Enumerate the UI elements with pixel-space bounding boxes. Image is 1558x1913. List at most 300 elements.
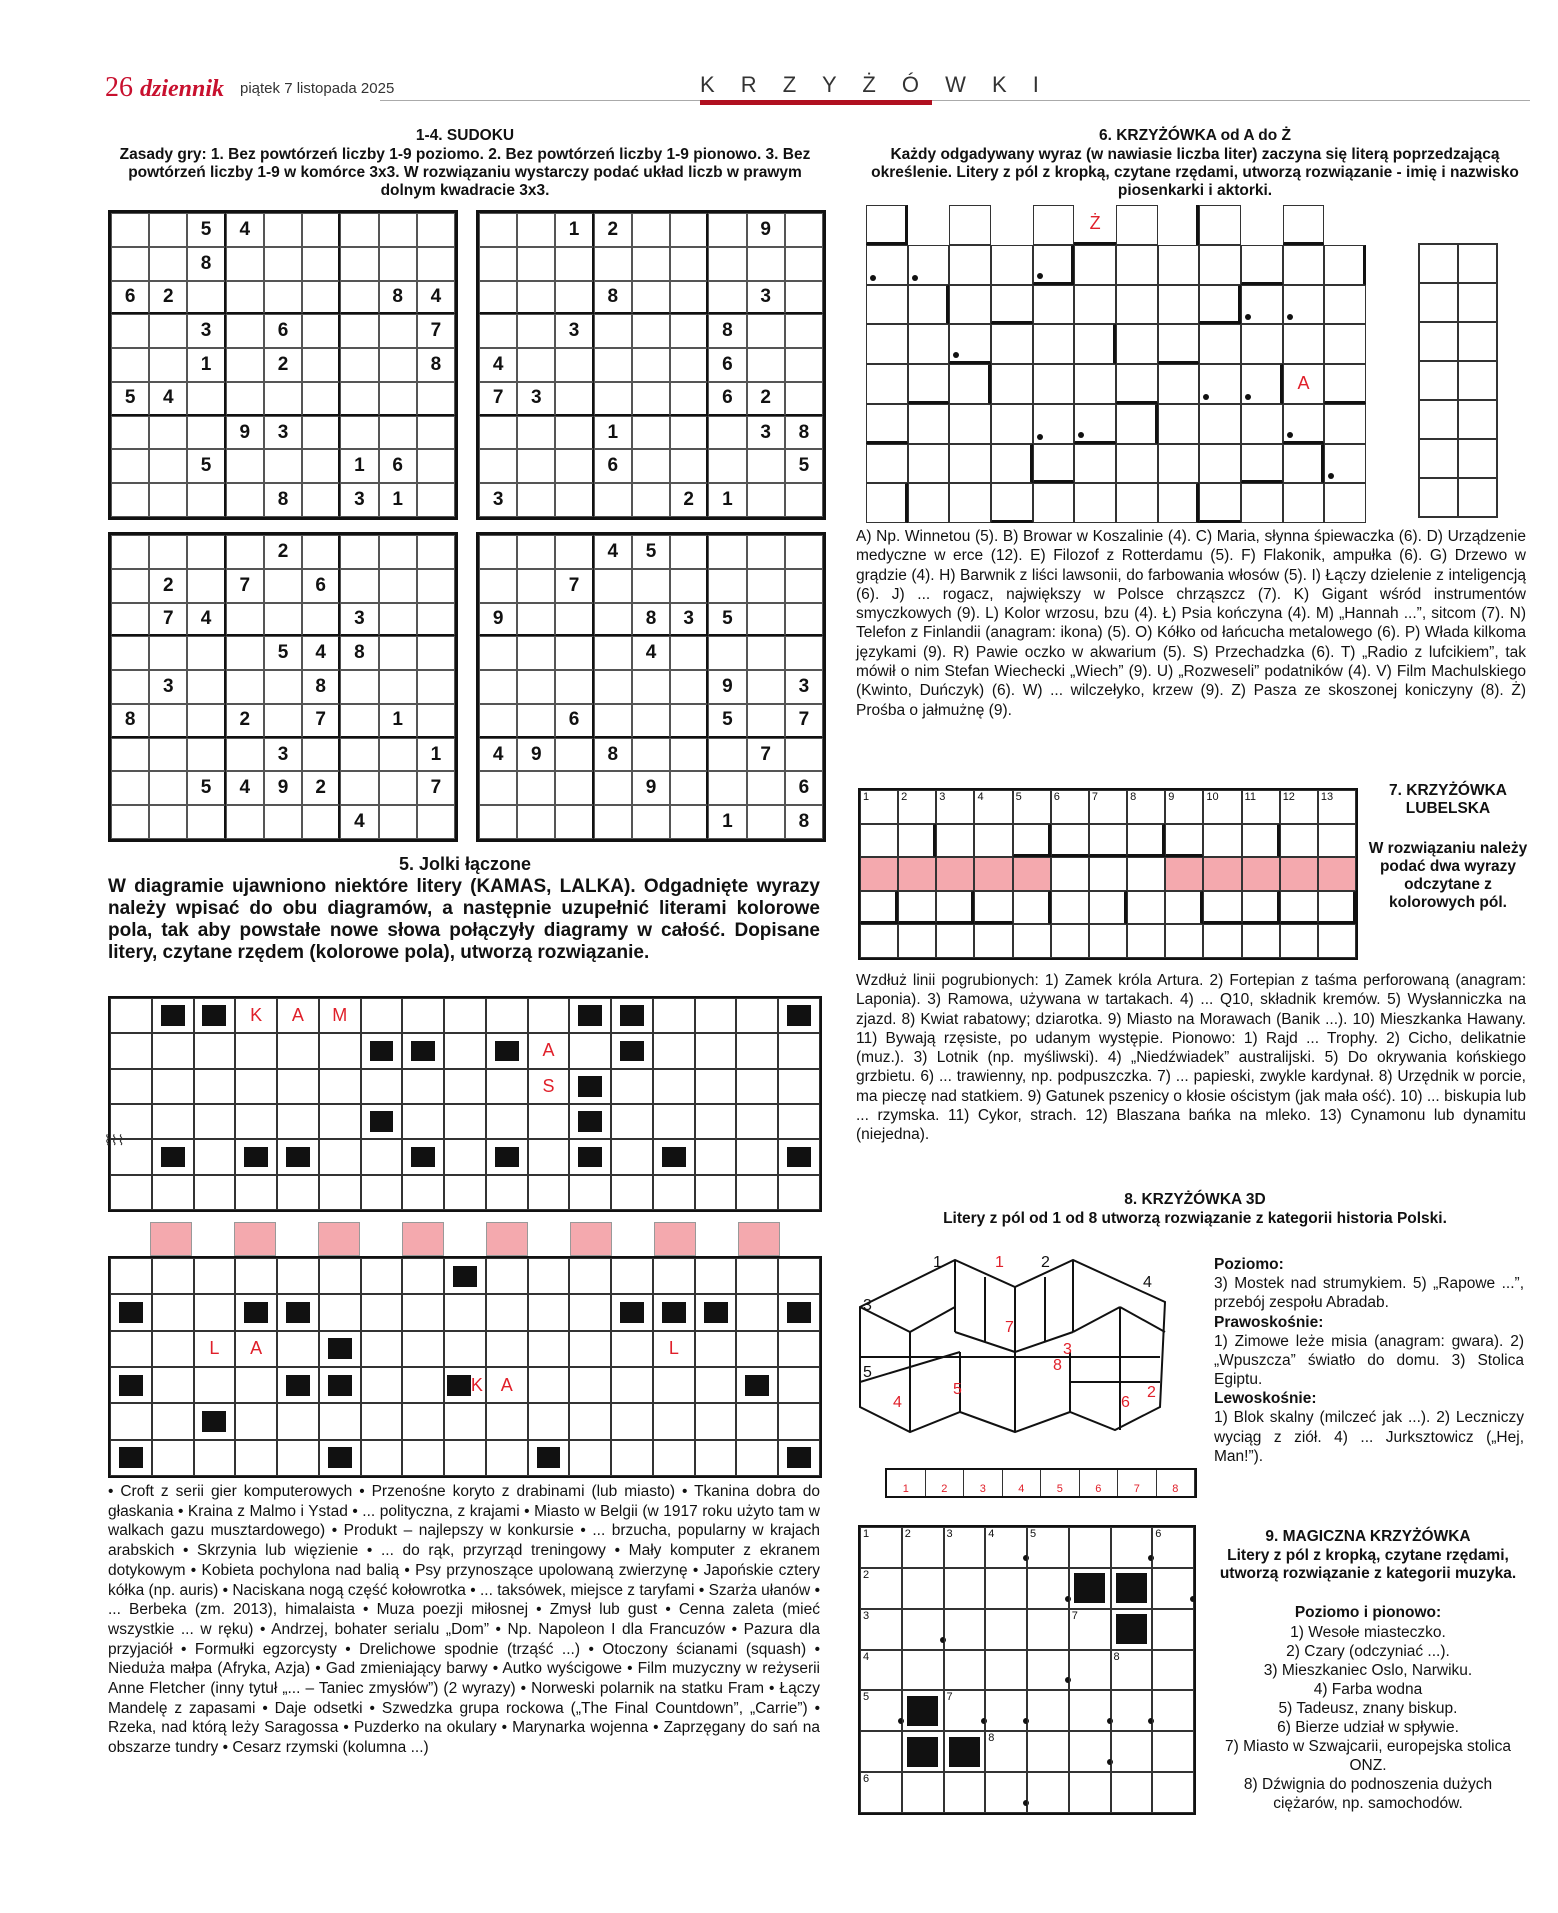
jolki-cell[interactable] (235, 1440, 277, 1476)
sudoku-cell[interactable]: 8 (302, 670, 340, 704)
sudoku-cell[interactable] (340, 247, 378, 281)
lubelska-cell[interactable] (1165, 891, 1203, 925)
sudoku-cell[interactable] (670, 535, 708, 569)
sudoku-cell[interactable] (340, 771, 378, 805)
lubelska-cell[interactable] (898, 891, 936, 925)
jolki-cell[interactable] (653, 1403, 695, 1439)
az-cell[interactable] (1324, 285, 1366, 325)
sudoku-cell[interactable]: 4 (226, 771, 264, 805)
jolki-cell[interactable] (277, 1069, 319, 1104)
sudoku-cell[interactable] (379, 771, 417, 805)
az-cell[interactable] (908, 483, 950, 523)
sudoku-cell[interactable] (111, 314, 149, 348)
sudoku-cell[interactable]: 7 (785, 704, 823, 738)
sudoku-cell[interactable] (747, 670, 785, 704)
sudoku-cell[interactable] (555, 247, 593, 281)
jolki-cell[interactable] (528, 1294, 570, 1330)
sudoku-cell[interactable] (302, 314, 340, 348)
az-cell[interactable] (1116, 444, 1158, 484)
jolki-cell[interactable] (194, 1367, 236, 1403)
az-cell[interactable] (1324, 205, 1366, 245)
sudoku-cell[interactable]: 2 (264, 348, 302, 382)
lubelska-cell[interactable] (1089, 891, 1127, 925)
jolki-cell[interactable] (528, 1331, 570, 1367)
lubelska-cell[interactable] (1318, 924, 1356, 958)
jolki-cell[interactable] (194, 1258, 236, 1294)
az-cell[interactable] (1074, 364, 1116, 404)
lubelska-cell[interactable] (860, 857, 898, 891)
sudoku-cell[interactable] (340, 535, 378, 569)
lubelska-cell[interactable] (1051, 924, 1089, 958)
jolki-cell[interactable] (695, 1258, 737, 1294)
sudoku-cell[interactable]: 9 (632, 771, 670, 805)
sudoku-cell[interactable] (149, 738, 187, 772)
sudoku-cell[interactable] (417, 382, 455, 416)
lubelska-cell[interactable] (936, 824, 974, 858)
az-cell[interactable] (1241, 205, 1283, 245)
az-cell[interactable] (1116, 205, 1158, 245)
az-cell[interactable] (1241, 364, 1283, 404)
magic-cell[interactable] (944, 1650, 986, 1691)
k3d-answer-cell[interactable] (887, 1470, 926, 1496)
jolki-cell[interactable] (152, 1175, 194, 1210)
sudoku-cell[interactable] (670, 771, 708, 805)
sudoku-cell[interactable] (187, 636, 225, 670)
jolki-cell[interactable] (319, 1331, 361, 1367)
sudoku-cell[interactable]: 7 (555, 569, 593, 603)
sudoku-cell[interactable]: 3 (785, 670, 823, 704)
az-cell[interactable] (908, 245, 950, 285)
jolki-cell[interactable] (611, 1104, 653, 1139)
sudoku-cell[interactable]: 9 (747, 213, 785, 247)
jolki-cell[interactable] (569, 1331, 611, 1367)
sudoku-cell[interactable] (379, 213, 417, 247)
jolki-connector-cell[interactable] (234, 1222, 276, 1256)
magic-cell[interactable] (1152, 1731, 1194, 1772)
jolki-cell[interactable] (778, 1139, 820, 1174)
sudoku-cell[interactable]: 9 (479, 603, 517, 637)
az-cell[interactable] (1074, 245, 1116, 285)
jolki-cell[interactable] (235, 1139, 277, 1174)
sudoku-cell[interactable] (379, 314, 417, 348)
lubelska-cell[interactable] (1013, 790, 1051, 824)
sudoku-cell[interactable]: 2 (747, 382, 785, 416)
magic-cell[interactable] (1027, 1772, 1069, 1813)
sudoku-cell[interactable] (708, 449, 746, 483)
jolki-cell[interactable] (778, 1331, 820, 1367)
sudoku-cell[interactable] (517, 535, 555, 569)
jolki-cell[interactable] (444, 1069, 486, 1104)
jolki-cell[interactable] (402, 998, 444, 1033)
jolki-cell[interactable] (194, 1403, 236, 1439)
sudoku-cell[interactable]: 1 (555, 213, 593, 247)
jolki-cell[interactable] (319, 1440, 361, 1476)
jolki-cell[interactable] (653, 1104, 695, 1139)
sudoku-cell[interactable] (594, 704, 632, 738)
az-cell[interactable] (1033, 205, 1075, 245)
lubelska-cell[interactable] (1280, 857, 1318, 891)
k3d-answer-cell[interactable] (1080, 1470, 1119, 1496)
sudoku-cell[interactable] (149, 636, 187, 670)
sudoku-cell[interactable] (149, 535, 187, 569)
jolki-cell[interactable] (736, 1033, 778, 1068)
jolki-cell[interactable] (569, 1069, 611, 1104)
jolki-cell[interactable] (611, 1069, 653, 1104)
sudoku-cell[interactable] (340, 314, 378, 348)
jolki-cell[interactable] (235, 1104, 277, 1139)
jolki-cell[interactable] (361, 1104, 403, 1139)
lubelska-cell[interactable] (1318, 790, 1356, 824)
sudoku-cell[interactable]: 1 (708, 483, 746, 517)
lubelska-cell[interactable] (1280, 824, 1318, 858)
az-cell[interactable] (1199, 324, 1241, 364)
sudoku-cell[interactable]: 6 (111, 281, 149, 315)
lubelska-cell[interactable] (974, 857, 1012, 891)
magic-cell[interactable] (902, 1731, 944, 1772)
sudoku-cell[interactable]: 4 (632, 636, 670, 670)
az-cell[interactable] (1199, 245, 1241, 285)
sudoku-cell[interactable] (747, 348, 785, 382)
jolki-cell[interactable] (110, 1033, 152, 1068)
sudoku-cell[interactable] (111, 771, 149, 805)
sudoku-cell[interactable]: 3 (517, 382, 555, 416)
sudoku-cell[interactable]: 1 (340, 449, 378, 483)
az-cell[interactable] (991, 205, 1033, 245)
jolki-cell[interactable] (611, 1175, 653, 1210)
sudoku-cell[interactable] (479, 805, 517, 839)
sudoku-cell[interactable]: 7 (302, 704, 340, 738)
sudoku-cell[interactable] (785, 382, 823, 416)
magic-cell[interactable] (1027, 1731, 1069, 1772)
sudoku-cell[interactable]: 3 (747, 416, 785, 450)
jolki-connector-cell[interactable] (528, 1222, 570, 1256)
magic-cell[interactable] (1111, 1527, 1153, 1568)
az-cell[interactable] (866, 483, 908, 523)
magic-cell[interactable] (985, 1527, 1027, 1568)
sudoku-cell[interactable] (149, 805, 187, 839)
jolki-cell[interactable] (695, 1403, 737, 1439)
sudoku-cell[interactable] (747, 805, 785, 839)
sudoku-cell[interactable] (594, 636, 632, 670)
sudoku-cell[interactable]: 9 (517, 738, 555, 772)
jolki-cell[interactable] (235, 1367, 277, 1403)
sudoku-cell[interactable]: 7 (417, 314, 455, 348)
sudoku-cell[interactable] (149, 483, 187, 517)
jolki-cell[interactable] (695, 1175, 737, 1210)
az-cell[interactable] (949, 364, 991, 404)
az-cell[interactable] (1074, 285, 1116, 325)
jolki-connector-cell[interactable] (654, 1222, 696, 1256)
jolki-cell[interactable] (110, 1440, 152, 1476)
sudoku-cell[interactable] (302, 603, 340, 637)
az-cell[interactable] (1241, 285, 1283, 325)
jolki-cell[interactable] (361, 1139, 403, 1174)
sudoku-cell[interactable] (555, 636, 593, 670)
sudoku-cell[interactable]: 6 (785, 771, 823, 805)
jolki-cell[interactable] (653, 1294, 695, 1330)
jolki-cell[interactable] (528, 1139, 570, 1174)
sudoku-cell[interactable] (632, 704, 670, 738)
jolki-cell[interactable] (736, 1139, 778, 1174)
jolki-cell[interactable] (528, 1175, 570, 1210)
jolki-cell[interactable] (319, 1139, 361, 1174)
lubelska-cell[interactable] (1165, 790, 1203, 824)
jolki-cell[interactable] (528, 998, 570, 1033)
az-side-cell[interactable] (1419, 244, 1458, 283)
jolki-cell[interactable] (402, 1104, 444, 1139)
lubelska-cell[interactable] (1203, 924, 1241, 958)
sudoku-cell[interactable]: 5 (187, 213, 225, 247)
jolki-cell[interactable] (361, 998, 403, 1033)
lubelska-cell[interactable] (1165, 924, 1203, 958)
sudoku-cell[interactable] (340, 738, 378, 772)
sudoku-cell[interactable] (226, 670, 264, 704)
lubelska-cell[interactable] (1089, 924, 1127, 958)
az-cell[interactable] (1158, 285, 1200, 325)
az-cell[interactable] (949, 404, 991, 444)
magic-cell[interactable] (1069, 1568, 1111, 1609)
jolki-cell[interactable] (569, 1175, 611, 1210)
sudoku-cell[interactable] (555, 348, 593, 382)
sudoku-cell[interactable] (708, 738, 746, 772)
az-side-cell[interactable] (1419, 322, 1458, 361)
jolki-connector-cell[interactable] (486, 1222, 528, 1256)
magic-cell[interactable] (1027, 1690, 1069, 1731)
sudoku-cell[interactable] (785, 247, 823, 281)
jolki-cell[interactable] (110, 1258, 152, 1294)
sudoku-cell[interactable]: 6 (379, 449, 417, 483)
sudoku-cell[interactable] (555, 281, 593, 315)
jolki-cell[interactable] (444, 1104, 486, 1139)
jolki-cell[interactable] (319, 1258, 361, 1294)
sudoku-cell[interactable] (747, 535, 785, 569)
az-cell[interactable] (949, 245, 991, 285)
sudoku-cell[interactable] (594, 805, 632, 839)
az-side-cell[interactable] (1458, 283, 1497, 322)
k3d-answer-cell[interactable] (1157, 1470, 1196, 1496)
sudoku-cell[interactable] (670, 213, 708, 247)
sudoku-cell[interactable]: 2 (670, 483, 708, 517)
jolki-cell[interactable] (110, 1403, 152, 1439)
sudoku-cell[interactable]: 9 (264, 771, 302, 805)
sudoku-cell[interactable] (632, 483, 670, 517)
az-cell[interactable] (1241, 324, 1283, 364)
sudoku-cell[interactable] (708, 416, 746, 450)
sudoku-cell[interactable]: 6 (708, 348, 746, 382)
sudoku-cell[interactable] (111, 449, 149, 483)
sudoku-cell[interactable] (379, 805, 417, 839)
jolki-cell[interactable] (736, 1069, 778, 1104)
az-cell[interactable] (1324, 444, 1366, 484)
az-cell[interactable] (1283, 364, 1325, 404)
jolki-cell[interactable] (277, 1033, 319, 1068)
jolki-cell[interactable] (778, 1403, 820, 1439)
sudoku-cell[interactable]: 3 (747, 281, 785, 315)
az-cell[interactable] (949, 324, 991, 364)
k3d-answer-cell[interactable] (926, 1470, 965, 1496)
jolki-cell[interactable] (235, 998, 277, 1033)
sudoku-cell[interactable] (187, 281, 225, 315)
sudoku-cell[interactable]: 6 (594, 449, 632, 483)
lubelska-cell[interactable] (936, 790, 974, 824)
sudoku-cell[interactable] (747, 569, 785, 603)
magic-cell[interactable] (860, 1690, 902, 1731)
sudoku-cell[interactable] (670, 636, 708, 670)
magic-cell[interactable] (860, 1650, 902, 1691)
jolki-cell[interactable] (235, 1258, 277, 1294)
jolki-cell[interactable] (486, 1331, 528, 1367)
az-cell[interactable] (1324, 245, 1366, 285)
sudoku-cell[interactable] (340, 569, 378, 603)
jolki-cell[interactable] (486, 998, 528, 1033)
jolki-cell[interactable] (110, 1175, 152, 1210)
magic-cell[interactable] (1069, 1772, 1111, 1813)
magic-cell[interactable] (944, 1609, 986, 1650)
sudoku-cell[interactable] (670, 449, 708, 483)
sudoku-cell[interactable] (517, 213, 555, 247)
sudoku-cell[interactable] (264, 213, 302, 247)
sudoku-cell[interactable] (632, 738, 670, 772)
az-cell[interactable] (1158, 324, 1200, 364)
sudoku-cell[interactable] (479, 771, 517, 805)
magic-cell[interactable] (860, 1568, 902, 1609)
jolki-cell[interactable] (277, 1294, 319, 1330)
sudoku-cell[interactable] (747, 483, 785, 517)
sudoku-cell[interactable] (594, 314, 632, 348)
lubelska-cell[interactable] (1127, 824, 1165, 858)
jolki-cell[interactable] (152, 1104, 194, 1139)
lubelska-cell[interactable] (1013, 924, 1051, 958)
az-cell[interactable] (1283, 444, 1325, 484)
jolki-cell[interactable] (486, 1033, 528, 1068)
jolki-cell[interactable] (736, 1175, 778, 1210)
sudoku-cell[interactable]: 4 (340, 805, 378, 839)
sudoku-cell[interactable] (111, 670, 149, 704)
sudoku-cell[interactable] (149, 247, 187, 281)
sudoku-cell[interactable] (670, 805, 708, 839)
sudoku-cell[interactable] (555, 535, 593, 569)
sudoku-cell[interactable] (747, 771, 785, 805)
lubelska-cell[interactable] (936, 924, 974, 958)
sudoku-cell[interactable] (555, 382, 593, 416)
sudoku-cell[interactable] (340, 281, 378, 315)
az-cell[interactable] (866, 245, 908, 285)
sudoku-cell[interactable] (149, 704, 187, 738)
lubelska-cell[interactable] (1089, 824, 1127, 858)
sudoku-cell[interactable] (111, 247, 149, 281)
jolki-cell[interactable] (194, 998, 236, 1033)
sudoku-cell[interactable] (302, 449, 340, 483)
jolki-cell[interactable] (194, 1069, 236, 1104)
jolki-cell[interactable] (277, 1258, 319, 1294)
az-cell[interactable] (991, 483, 1033, 523)
sudoku-cell[interactable] (785, 314, 823, 348)
sudoku-cell[interactable] (517, 636, 555, 670)
az-side-cell[interactable] (1458, 322, 1497, 361)
az-side-cell[interactable] (1419, 439, 1458, 478)
sudoku-cell[interactable] (785, 603, 823, 637)
jolki-cell[interactable] (736, 1367, 778, 1403)
jolki-cell[interactable] (319, 1069, 361, 1104)
sudoku-cell[interactable]: 3 (149, 670, 187, 704)
magic-cell[interactable] (1069, 1650, 1111, 1691)
jolki-cell[interactable] (361, 1258, 403, 1294)
magic-cell[interactable] (1069, 1527, 1111, 1568)
jolki-cell[interactable] (736, 1440, 778, 1476)
sudoku-cell[interactable] (555, 738, 593, 772)
jolki-cell[interactable] (277, 1175, 319, 1210)
k3d-answer-cell[interactable] (1041, 1470, 1080, 1496)
jolki-cell[interactable] (361, 1331, 403, 1367)
sudoku-cell[interactable] (417, 247, 455, 281)
jolki-cell[interactable] (277, 998, 319, 1033)
sudoku-cell[interactable] (340, 704, 378, 738)
sudoku-cell[interactable] (785, 281, 823, 315)
sudoku-cell[interactable]: 1 (708, 805, 746, 839)
jolki-cell[interactable] (778, 1440, 820, 1476)
az-cell[interactable] (991, 245, 1033, 285)
magic-cell[interactable] (985, 1568, 1027, 1609)
magic-cell[interactable] (1152, 1609, 1194, 1650)
lubelska-cell[interactable] (1051, 824, 1089, 858)
sudoku-cell[interactable]: 5 (264, 636, 302, 670)
sudoku-cell[interactable]: 4 (187, 603, 225, 637)
jolki-connector-cell[interactable] (780, 1222, 822, 1256)
jolki-cell[interactable] (235, 1294, 277, 1330)
lubelska-cell[interactable] (1242, 924, 1280, 958)
sudoku-cell[interactable]: 5 (632, 535, 670, 569)
magic-cell[interactable] (1027, 1527, 1069, 1568)
az-cell[interactable] (1074, 205, 1116, 245)
sudoku-cell[interactable] (111, 805, 149, 839)
sudoku-cell[interactable] (517, 314, 555, 348)
sudoku-cell[interactable] (479, 636, 517, 670)
sudoku-cell[interactable] (517, 281, 555, 315)
magic-cell[interactable] (902, 1568, 944, 1609)
magic-cell[interactable] (1111, 1650, 1153, 1691)
sudoku-cell[interactable] (187, 569, 225, 603)
az-cell[interactable] (1158, 444, 1200, 484)
magic-cell[interactable] (1111, 1609, 1153, 1650)
jolki-cell[interactable] (319, 1104, 361, 1139)
sudoku-cell[interactable] (226, 636, 264, 670)
sudoku-cell[interactable] (708, 636, 746, 670)
jolki-cell[interactable] (402, 1367, 444, 1403)
magic-cell[interactable] (1111, 1731, 1153, 1772)
jolki-cell[interactable] (528, 1367, 570, 1403)
jolki-cell[interactable] (194, 1104, 236, 1139)
sudoku-cell[interactable] (785, 569, 823, 603)
sudoku-cell[interactable] (555, 670, 593, 704)
az-cell[interactable] (1158, 404, 1200, 444)
sudoku-cell[interactable]: 5 (187, 449, 225, 483)
jolki-cell[interactable] (695, 1440, 737, 1476)
jolki-cell[interactable] (611, 1331, 653, 1367)
sudoku-cell[interactable]: 3 (187, 314, 225, 348)
lubelska-cell[interactable] (1127, 857, 1165, 891)
sudoku-cell[interactable]: 8 (594, 738, 632, 772)
jolki-cell[interactable] (361, 1033, 403, 1068)
sudoku-cell[interactable]: 8 (379, 281, 417, 315)
sudoku-cell[interactable]: 5 (111, 382, 149, 416)
az-side-cell[interactable] (1419, 478, 1458, 517)
jolki-cell[interactable] (361, 1069, 403, 1104)
az-cell[interactable] (1116, 404, 1158, 444)
jolki-connector-cell[interactable] (192, 1222, 234, 1256)
magic-cell[interactable] (860, 1527, 902, 1568)
sudoku-cell[interactable]: 4 (479, 348, 517, 382)
lubelska-cell[interactable] (1165, 824, 1203, 858)
